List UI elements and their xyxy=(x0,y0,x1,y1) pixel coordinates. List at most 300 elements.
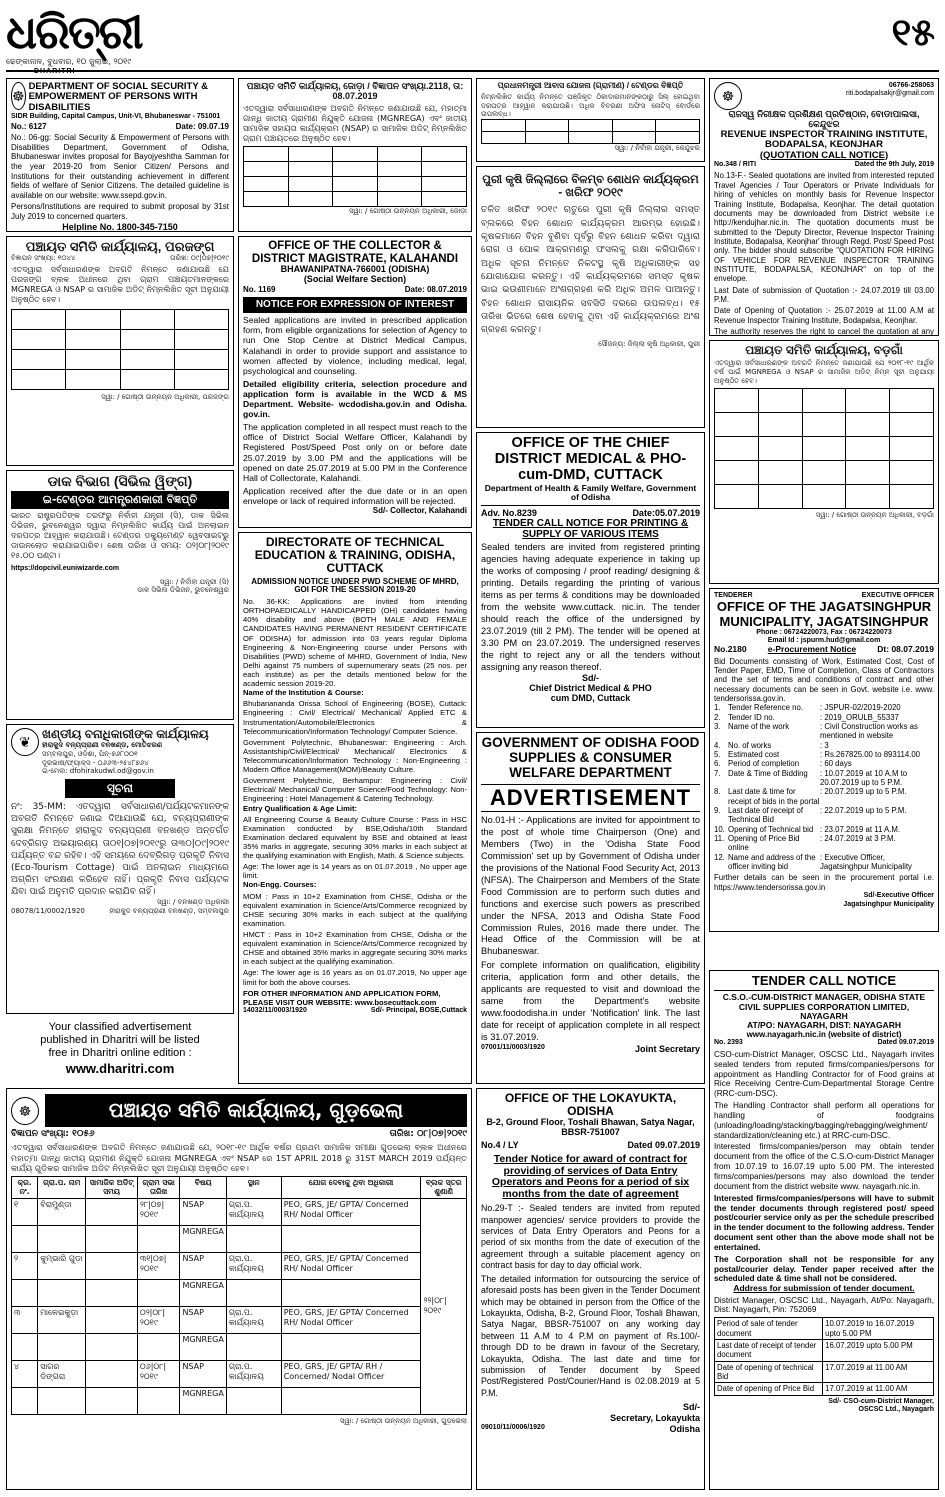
ref-date: Date:05.07.2019 xyxy=(632,507,700,518)
schedule-table xyxy=(11,309,229,390)
qualification-1: All Engineering Course & Beauty Culture Course : Pass in HSC Examination conducted by BSE,Odisha/10th Standard Examination declared equivalent by BSE and obtained at least 35% marks in aggregate, securing 30% marks in each subject at the qualifying examination with English, Math. & Science subjects. xyxy=(243,814,467,861)
table-cell: ୪ xyxy=(12,1360,38,1387)
table-cell: 16.07.2019 upto 5.00 PM xyxy=(823,1339,934,1361)
ad-code: 09010/11/0006/1920 xyxy=(481,1423,545,1431)
tender-detail-cell: 4. xyxy=(714,740,721,750)
table-row xyxy=(715,1361,934,1383)
ad-body: Bid Documents consisting of Work, Estimated Cost, Cost of Tender Paper, EMD, Time of Completion, Class of Contractors and the set of terms and conditions of contract and other necessary documents can be seen in Govt. website i.e. www. tendersorissa.gov.in. xyxy=(714,656,934,703)
ad-body: No.29-T :- Sealed tenders are invited from reputed manpower agencies/ service providers to provide the services of Data Entry Operators and Peons for a period of six months from the date of execution of the agreement through a suitable placement agency on contract basis for day to day official work. xyxy=(481,1203,700,1271)
ad-body: ନଂ: 35-MM: ଏତଦ୍ୱାରା ସର୍ବସାଧାରଣ/ପର୍ଯ୍ୟଟକମାନଙ୍କ ଅବଗତି ନିମନ୍ତେ ଜଣାଇ ଦିଆଯାଉଛି ଯେ, ବନ୍ୟପ୍ରାଣୀଙ୍କ ସୁରକ୍ଷା ନିମନ୍ତେ ହୀରାକୁଦ ବନ୍ୟପ୍ରାଣୀ ବନଖଣ୍ଡ ଅନ୍ତର୍ଗତ ଦେବ୍ରିଗଡ଼ ଅଭୟାରଣ୍ୟ ତା୦୧|୦୭|୨୦୧୯ରୁ ତା୩୦|୦୯|୨୦୧୯ ପର୍ଯ୍ୟନ୍ତ ବନ୍ଦ ରହିବ। ଏହି ସମୟରେ ଦେବ୍ରିଗଡ଼ ପ୍ରକୃତି ନିବାସ (Eco-Tourism Cottage) ପାଇଁ ଅନଲାଇନ ମାଧ୍ୟମରେ ଅଗ୍ରିମ ସଂରକ୍ଷଣ କରିହେବ ନାହିଁ। ପ୍ରକୃତି ନିବାସ ପର୍ଯ୍ୟଟକ ଯିବା ପାଇଁ ଅନୁମତି ପ୍ରଦାନ କରାଯିବ ନାହିଁ। xyxy=(11,802,229,898)
ad-title: ଖଣ୍ଡୀୟ ବନାଧିକାରୀଙ୍କ କାର୍ଯ୍ୟାଳୟ xyxy=(42,727,209,741)
ref-date: ତାରିଖ: ୦୮|୦୭|୨୦୧୯ xyxy=(389,1129,467,1139)
subtitle: Department of Health & Family Welfare, Government of Odisha xyxy=(484,482,697,503)
institution-1: Bhubanananda Orissa School of Engineering (BOSE), Cuttack: Engineering : Civil/ Electrical/ Mechanical/ Applied ETC & Instrumentation/Automobile/Electronics & Telecommunication/Information Technology/ Computer Science. xyxy=(243,699,467,736)
tender-detail-cell: Tender ID no. xyxy=(728,712,775,722)
table-cell xyxy=(38,1387,86,1414)
ad-cdmo-cuttack xyxy=(476,432,705,728)
notice-heading: Tender Notice for award of contract for providing of services of Data Entry Operators and Peons for a period of six months from the date of agreement xyxy=(491,1152,690,1200)
ad-title: DEPARTMENT OF SOCIAL SECURITY & EMPOWERMENT OF PERSONS WITH DISABILITIES xyxy=(28,81,209,113)
ref-no: Adv. No.8239 xyxy=(481,507,537,518)
institutions-heading: Name of the Institution & Course: xyxy=(243,688,364,698)
table-cell: PEO, GRS, JE/ GPTA/ Concerned RH/ Nodal Officer xyxy=(281,1198,421,1225)
ad-lokayukta-odisha xyxy=(476,1088,705,1490)
ad-title: OFFICE OF THE LOKAYUKTA, ODISHA xyxy=(504,1091,677,1119)
address: BHAWANIPATNA-766001 (ODISHA) xyxy=(280,264,430,275)
tender-detail-row xyxy=(714,713,934,722)
table-cell: Date of opening of Price Bid xyxy=(715,1383,823,1395)
table-cell: 17.07.2019 at 11.00 AM xyxy=(823,1361,934,1383)
ad-body-2: The detailed information for outsourcing the service of aforesaid posts has been given in the Tender Document which may be obtained in person from the Office of the Lokayukta, Odisha, B-2, Ground Floor, Toshali Bhawan, Satya Nagar, BBSR-751007 on any working day between 11 A.M to 4 P.M on payment of Rs.100/- through DD to be drawn in favour of the Secretary, Lokayukta, Odisha. The last date and time for submission of Tender document by Speed Post/Registered Post/Courier/Hand is 02.08.2019 at 5 P.M. xyxy=(481,1273,700,1398)
table-row xyxy=(12,1306,467,1333)
table-row xyxy=(12,1225,467,1252)
signature: Sd/- Collector, Kalahandi xyxy=(372,506,467,516)
address-heading: Address for submission of tender document. xyxy=(733,1283,915,1294)
table-cell: MGNREGA xyxy=(180,1333,226,1360)
ad-body-3: The application completed in all respect must reach to the office of District Social Welfare Officer, Kalahandi by Registered Post/Speed Post only on or before date 25.07.2019 by 3.00 PM and the applications will be opened on date 25.07.2019 at 5.00 PM in the Conference Hall of Collectorate, Kalahandi. xyxy=(243,421,467,484)
table-cell: ଗ୍ରା.ପ. କାର୍ଯ୍ୟାଳୟ xyxy=(226,1252,281,1279)
ref-no: No.: 6127 xyxy=(11,121,47,131)
ref-date: Date: 08.07.2019 xyxy=(404,285,467,295)
table-cell: PEO, GRS, JE/ GPTA/ RH / Concerned/ Nodal Officer xyxy=(281,1360,421,1387)
table-header-cell: ଗ୍ରାମ ସଭା ତାରିଖ xyxy=(137,1177,180,1199)
ref-date: Dt: 08.07.2019 xyxy=(877,644,934,655)
footer-note: Further details can be seen in the procurement portal i.e. https://www.tendersorissa.gov.in xyxy=(714,873,934,892)
tender-website-link[interactable]: https://dopcivil.euniwizarde.com xyxy=(11,565,120,573)
table-cell: ୧ xyxy=(12,1198,38,1225)
ad-code: 07001/11/0003/1920 xyxy=(481,1044,545,1052)
table-row xyxy=(12,1279,467,1306)
table-cell xyxy=(281,1333,421,1360)
tender-detail-cell: 3. xyxy=(714,721,721,731)
signature: ସ୍ୱା: / ଗୋଷ୍ଠୀ ଉନ୍ନୟନ ଅଧିକାରୀ, ଗୁଡ଼ଭେଲା xyxy=(339,1416,467,1425)
table-cell: ୩ xyxy=(12,1306,38,1333)
table-cell: 17.07.2019 at 11.00 AM xyxy=(823,1383,934,1395)
ad-body: CSO-cum-District Manager, OSCSC Ltd., Nayagarh invites sealed tenders from reputed firms/companies/persons for appointment as Handling Contractor for of Food grains at Rice Receiving Centre-Cum-Departmental Storage Centre (RRC-cum-DSC). xyxy=(714,1049,934,1099)
table-cell xyxy=(12,1279,38,1306)
table-cell xyxy=(226,1387,281,1414)
table-cell: NSAP xyxy=(180,1198,226,1225)
table-cell: ଗ୍ରା.ପ. କାର୍ଯ୍ୟାଳୟ xyxy=(226,1306,281,1333)
table-cell xyxy=(137,1333,180,1360)
table-cell: Date of opening of technical Bid xyxy=(715,1361,823,1383)
notice-heading: TENDER CALL NOTICE FOR PRINTING & SUPPLY OF VARIOUS ITEMS xyxy=(492,518,689,541)
ad-code: 08078/11/0002/1920 xyxy=(11,907,85,916)
ad-panchayat-joda xyxy=(238,78,472,232)
signature: Sd/- xyxy=(582,672,599,683)
table-cell xyxy=(281,1387,421,1414)
table-cell xyxy=(38,1279,86,1306)
table-cell: ୨ xyxy=(12,1252,38,1279)
signature: Sd/- Principal, BOSE,Cuttack xyxy=(370,1006,467,1014)
table-cell: ମାଳେଇକୁଡ଼ା xyxy=(38,1306,86,1333)
email: riti.bodapalsakjr@gmail.com xyxy=(845,90,934,98)
tender-detail-cell: : 2019_ORULB_55337 xyxy=(820,712,899,722)
tender-detail-cell: 11. xyxy=(714,834,725,844)
table-cell: Last date of receipt of tender document xyxy=(715,1339,823,1361)
ad-body: Sealed tenders are invited from registered printing agencies having adequate experience in taking up the works of composing / proof reading/ designing & printing. Details regarding the printing of various items as per terms & conditions may be downloaded from the website www.cuttack. nic.in. The tender should reach the office of the undersigned by 23.07.2019 (till 2 PM). The tender will be opened at 3.30 PM on 23.07.2019. The undersigned reserves the right to reject any or all the tenders without assigning any reason thereof. xyxy=(481,542,700,672)
table-cell xyxy=(12,1387,38,1414)
tender-detail-cell: Opening of Technical bid xyxy=(728,824,814,834)
submission-address: District Manager, OSCSC Ltd., Nayagarh, At/Po: Nayagarh, Dist: Nayagarh, Pin: 752069 xyxy=(714,1295,934,1315)
table-cell xyxy=(281,1279,421,1306)
table-cell: 10.07.2019 to 16.07.2019 upto 5.00 PM xyxy=(823,1318,934,1340)
ad-body-4: Application received after the due date or in an open envelope or lack of required information will be rejected. xyxy=(243,485,467,506)
ref-date: Dated 09.07.2019 xyxy=(877,1039,934,1047)
tender-detail-cell: Name and address of the officer inviting bid xyxy=(728,852,816,872)
tender-detail-row xyxy=(714,853,934,872)
email: ଇ-ମେଲ: dfohirakudwl.od@gov.in xyxy=(42,767,154,776)
tender-detail-cell: : 10.07.2019 at 10 A.M to 20.07.2019 up to 5 P.M. xyxy=(820,768,908,788)
tenderer-label: TENDERER xyxy=(714,592,753,599)
schedule-table xyxy=(714,1317,934,1395)
ad-body: ଭାରତ ରାଷ୍ଟ୍ରପତିଙ୍କ ତରଫରୁ ନିର୍ବାହୀ ଯନ୍ତ୍ରୀ (ସି), ଡାକ ସିଭିଲ ଡିଭିଜନ, ଭୁବନେଶ୍ୱର ଦ୍ୱାରା ନିମ୍ନଲିଖିତ କାର୍ଯ୍ୟ ପାଇଁ ଅନଲାଇନ ଦରପତ୍ର ଆହ୍ୱାନ କରାଯାଉଛି। ଟେଣ୍ଡର ଡକ୍ୟୁମେଣ୍ଟ ୱେବସାଇଟରୁ ଡାଉନଲୋଡ କରାଯାଇପାରିବ। ଶେଷ ତାରିଖ ଓ ସମୟ: ୦୨|୦୮|୨୦୧୯ ୧୫.୦୦ ଘଣ୍ଟା। xyxy=(11,511,229,561)
subtitle: (QUOTATION CALL NOTICE) xyxy=(759,149,889,161)
address: B-2, Ground Floor, Toshali Bhawan, Satya Nagar, BBSR-751007 xyxy=(486,1117,695,1138)
ref-no: No.4 / LY xyxy=(481,1140,519,1151)
dharitri-website-link[interactable]: www.dharitri.com xyxy=(65,1060,175,1076)
table-cell xyxy=(12,1333,38,1360)
email: Email Id : jspurm.hud@gmail.com xyxy=(767,636,881,644)
tender-detail-cell: No. of works xyxy=(728,740,772,750)
tender-detail-cell: 5. xyxy=(714,749,721,759)
ad-body: No.: 06-gg: Social Security & Empowerment of Persons with Disabilities Department, Government of Odisha, Bhubaneswar invites proposal for Bayojyeshtha Samman for the year 2019-20 from Senior Citizen/ Persons and Institutions for their outstanding achievement in different fields of welfare of Senior Citizens. The detailed guideline is available on our website: www.ssepd.gov.in. xyxy=(11,133,229,200)
section: (Social Welfare Section) xyxy=(303,274,407,285)
tender-detail-cell: : Executive Officer, Jagatsinghpur Municipality xyxy=(820,852,912,872)
executive-label: EXECUTIVE OFFICER xyxy=(861,592,934,599)
tender-detail-cell: 8. xyxy=(714,787,721,797)
tender-detail-cell: Date & Time of Bidding xyxy=(728,768,808,778)
ad-title: ପ୍ରଧାନମନ୍ତ୍ରୀ ଆବାସ ଯୋଜନା (ଗ୍ରାମୀଣ) / ଟେଣ୍ଡର ବିଜ୍ଞପ୍ତି xyxy=(497,81,684,90)
table-cell xyxy=(137,1279,180,1306)
table-cell: MGNREGA xyxy=(180,1387,226,1414)
tender-detail-row xyxy=(714,769,934,788)
tender-detail-row xyxy=(714,741,934,750)
tender-detail-cell: Last date of receipt of Technical Bid xyxy=(728,806,803,825)
table-cell: ଗ୍ରା.ପ. କାର୍ଯ୍ୟାଳୟ xyxy=(226,1198,281,1225)
table-row xyxy=(12,1252,467,1279)
ad-body-4: Interested firms/companies/persons will have to submit the tender documents through registered post/ speed post/courier service only as per the schedule prescribed in the tender document to the following address. Tender document sent other than the above mode shall not be entertained. xyxy=(714,1193,934,1252)
table-cell: NSAP xyxy=(180,1252,226,1279)
address: AT/PO: NAYAGARH, DIST: NAYAGARH xyxy=(747,1020,901,1031)
signature-3: Odisha xyxy=(669,1423,700,1434)
table-cell xyxy=(137,1225,180,1252)
qualification-5: HMCT : Pass in 10+2 Examination from CHSE, Odisha or the equivalent examination in Science/Arts/Commerce recognized by CHSE and obtained 35% marks in aggregate securing 30% marks in each subject at the qualifying examination. xyxy=(243,929,467,967)
table-header-row xyxy=(12,1177,467,1199)
last-date: Last Date of submission of Quotation :- 24.07.2019 till 03.00 P.M. xyxy=(714,285,934,304)
reserve-right: The authority reserves the right to cancel the quotation at any xyxy=(714,326,934,336)
ad-body: No.01-H :- Applications are invited for appointment to the post of whole time Chairperson (One) and Members (Two) in the 'Odisha State Food Commission' set up by Government of Odisha under the provisions of the National Food Security Act, 2013 (NFSA). The Chairperson and Members of the State Food Commission are to perform such duties and functions and exercise such powers as prescribed under the NFSA, 2013 and Odisha State Food Commission Rules, 2016 made there under. The Head Office of the Commission will be at Bhubaneswar. xyxy=(481,814,700,957)
table-row xyxy=(12,1333,467,1360)
address: ସମ୍ବଲପୁର, ଓଡ଼ିଶା, ପିନ୍-୭୬୮୦୦୧ xyxy=(42,749,138,758)
table-cell xyxy=(38,1333,86,1360)
ad-title: REVENUE INSPECTOR TRAINING INSTITUTE, BODAPALSA, KEONJHAR xyxy=(720,128,928,151)
newspaper-logo: ଧରିତ୍ରୀ DHARITRI xyxy=(6,5,142,75)
promo-line-1: Your classified advertisement xyxy=(48,1021,192,1033)
advertisement-heading: ADVERTISEMENT xyxy=(481,784,700,812)
odisha-emblem-icon: ☸ xyxy=(714,82,742,110)
ad-body-2: For complete information on qualification, eligibility criteria, application form and other details, the applicants are requested to visit and download the same from the Department's website www.foododisha.in under 'Notification' link. The last date for receipt of application complete in all respect is 31.07.2019. xyxy=(481,960,700,1043)
tender-detail-row xyxy=(714,750,934,759)
ad-body: Sealed applications are invited in prescribed application form, from eligible organizations for selection of Agency to run One Stop Centre at District Medical Campus, Kalahandi in order to provide support and assistance to women affected by violence, including medical, legal, psychological and counseling. xyxy=(243,314,467,377)
table-cell: Period of sale of tender document xyxy=(715,1318,823,1340)
signature: ସ୍ୱା: / ଗୋଷ୍ଠୀ ଉନ୍ନୟନ ଅଧିକାରୀ, ବଡ଼ଗାଁ xyxy=(815,511,934,520)
tender-detail-cell: : 23.07.2019 at 11 A.M. xyxy=(820,824,901,834)
opening-date: Date of Opening of Quotation :- 25.07.2019 at 11.00 A.M at Revenue Inspector Training Institute, Bodapalsa, Keonjhar. xyxy=(714,306,934,325)
ad-jagatsinghpur-municipality xyxy=(709,588,939,932)
ad-body: ଏତଦ୍ୱାରା ସର୍ବସାଧାରଣଙ୍କ ଅବଗତି ନିମନ୍ତେ ଜଣାଯାଉଛି ଯେ, ୨୦୧୮-୧୯ ଆର୍ଥିକ ବର୍ଷର ପ୍ରଥମ ସାମାଜିକ ସମୀକ୍ଷା ଗୁଡ଼ଭେଲା ବ୍ଲକ ଅଧୀନରେ ମହାତ୍ମା ଗାନ୍ଧି ଜାତୀୟ ଗ୍ରାମୀଣ ନିଯୁକ୍ତି ଯୋଜନା MGNREGA ଏବଂ NSAP ରେ 1ST APRIL 2018 ରୁ 31ST MARCH 2019 ପର୍ଯ୍ୟନ୍ତ କାର୍ଯ୍ୟ ଗୁଡ଼ିକର ସାମାଜିକ ଅଡିଟ ନିମ୍ନଲିଖିତ ସୂଚୀ ଅନୁଯାୟୀ ଅନୁଷ୍ଠିତ ହେବ। xyxy=(11,1142,467,1173)
ad-puri-agriculture xyxy=(476,166,705,428)
tender-detail-cell: : 22.07.2019 up to 5 P.M. xyxy=(820,806,907,816)
ad-body: No. 36-KK: Applications are invited from intending ORTHOPAEDICALLY HANDICAPPED (OH) candidates having 40% disability and above (BOTH MALE AND FEMALE CANDIDATES HAVING PERMANENT RESIDENT CERTIFICATE OF ODISHA) for admission into 03 years regular Diploma Engineering & Non-Engineering course under Persons with Disabilities (PWD) scheme of MHRD, Government of India, New Delhi against 75 numbers of supernumerary seats (25 nos. per each institute) as per the details mentioned below for the academic session 2019-20. xyxy=(243,597,467,689)
tender-detail-cell: Last date & time for receipt of bids in the portal xyxy=(728,787,820,806)
notice-bar: NOTICE FOR EXPRESSION OF INTEREST xyxy=(243,297,467,313)
ad-body: No.13-F.- Sealed quotations are invited from interested reputed Travel Agencies / Tour Operators or Private Individuals for hiring of vehicles on monthly basis for Revenue Inspector Training Institute, Bodapalsa, Keonjhar. The detail quotation documents may be downloaded from District website i.e http://kendujhar.nic.in. The quotation documents must be submitted to the 'Deputy Director, Revenue Inspector Training Institute, Bodapalsa, Keonjhar' through Regd. Post/ Speed Post only. The bidder should subscribe "QUOTATION FOR HIRING OF VEHICLE FOR REVENUE INSPECTOR TRAINING INSTITUTE, BODAPALSA, KEONJHAR" on top of the envelope. xyxy=(714,171,934,284)
ad-title: OFFICE OF THE CHIEF DISTRICT MEDICAL & PHO-cum-DMD, CUTTACK xyxy=(494,435,687,483)
tender-detail-cell: 10. xyxy=(714,824,725,834)
tender-detail-cell: 6. xyxy=(714,759,721,769)
odisha-emblem-icon: ☸ xyxy=(11,82,26,110)
tender-detail-row xyxy=(714,787,934,806)
dateline: ଢେଙ୍କାନାଳ, ବୁଧବାର, ୧୦ ଜୁଲାଇ, ୨୦୧୯ xyxy=(6,57,132,66)
subtitle: ADMISSION NOTICE UNDER PWD SCHEME OF MHRD, GOI FOR THE SESSION 2019-20 xyxy=(251,576,459,595)
subtitle: ହୀରାକୁଦ ବନ୍ୟପ୍ରାଣୀ ବନଖଣ୍ଡ, ମୋତିଝରଣ xyxy=(42,741,163,750)
table-header-cell: ଯୋଗ ଦେବାକୁ ଥିବା ଅଧିକାରୀ xyxy=(281,1177,421,1199)
tender-detail-cell: : 60 days xyxy=(820,759,852,769)
table-cell xyxy=(226,1279,281,1306)
ad-ssepd xyxy=(6,78,234,232)
table-header-cell: ବିଷୟ xyxy=(180,1177,226,1199)
ad-title: ପୁରୀ କୃଷି ଜିଲ୍ଲାରେ ବିଳମ୍ବ ଶୋଧନ କାର୍ଯ୍ୟକ୍ରମ - ଖରିଫ ୨୦୧୯ xyxy=(482,174,699,199)
table-row xyxy=(715,1318,934,1340)
ad-body-2: Detailed eligibility criteria, selection procedure and application form is available in the WCD & MS Department. Website- wcdodisha.gov.in and Odisha. gov.in. xyxy=(243,378,467,420)
table-row xyxy=(715,1383,934,1395)
tender-detail-cell: Tender Reference no. xyxy=(728,703,803,713)
tender-detail-cell: : Civil Construction works as mentioned in website xyxy=(820,721,918,741)
odia-title: ରାଜସ୍ୱ ନିରୀକ୍ଷକ ପ୍ରଶିକ୍ଷଣ ପ୍ରତିଷ୍ଠାନ, ବୋଡାପାଲସା, କେନ୍ଦୁଝର xyxy=(728,109,920,129)
hearing-date: ୨୨|୦୮|୨୦୧୯ xyxy=(421,1198,467,1414)
tender-detail-cell: : 3 xyxy=(820,740,829,750)
phone: Phone : 06724220073, Fax : 06724220073 xyxy=(756,628,892,636)
ad-title: DIRECTORATE OF TECHNICAL EDUCATION & TRAINING, ODISHA, CUTTACK xyxy=(254,535,456,576)
ad-pmay-tender xyxy=(476,78,705,162)
ad-title: OFFICE OF THE COLLECTOR & DISTRICT MAGISTRATE, KALAHANDI xyxy=(251,240,459,265)
tender-detail-cell: Opening of Price Bid online xyxy=(728,834,800,853)
more-info: FOR OTHER INFORMATION AND APPLICATION FORM, PLEASE VISIT OUR WEBSITE: www.bosecuttack.com xyxy=(243,988,441,1007)
tender-detail-cell: : 20.07.2019 up to 5 P.M. xyxy=(820,787,907,797)
tender-detail-cell: 7. xyxy=(714,768,721,778)
tender-detail-cell: 2. xyxy=(714,712,721,722)
masthead xyxy=(6,5,939,75)
table-header-cell: ସାମାଜିକ ଅଡିଟ୍ ସମୟ xyxy=(86,1177,138,1199)
signature: Sd/- xyxy=(683,1402,700,1413)
schedule-table xyxy=(11,1176,467,1415)
ad-dharitri-promo xyxy=(6,1018,234,1084)
ad-title: ଡାକ ବିଭାଗ (ସିଭିଲ ୱିଙ୍ଗ) xyxy=(47,473,193,489)
ref-date: Dated the 9th July, 2019 xyxy=(854,161,934,169)
table-cell xyxy=(12,1225,38,1252)
ad-title: ପଞ୍ଚାୟତ ସମିତି କାର୍ଯ୍ୟାଳୟ, ବଡ଼ଗାଁ xyxy=(745,343,903,357)
qualification-3: Non-Engg. Courses: xyxy=(243,880,317,890)
ad-collector-kalahandi xyxy=(238,236,472,528)
signature: ସୌଜନ୍ୟ: ଜିଲ୍ଲା କୃଷି ଅଧିକାରୀ, ପୁରୀ xyxy=(598,339,700,348)
signature: Joint Secretary xyxy=(634,1044,700,1055)
address: SIDR Building, Capital Campus, Unit-VI, Bhubaneswar - 751001 xyxy=(11,113,221,121)
table-cell: NSAP xyxy=(180,1360,226,1387)
signature-2: OSCSC Ltd., Nayagarh xyxy=(858,1406,934,1414)
table-cell xyxy=(86,1333,138,1360)
ad-title: ପଞ୍ଚାୟତ ସମିତି କାର୍ଯ୍ୟାଳୟ, ଜୋଡ଼ା / ବିଜ୍ଞାପନ ସଂଖ୍ୟା.2118, ତା: 08.07.2019 xyxy=(246,81,464,101)
signature: ସ୍ୱା: / ନିର୍ବାହୀ ଯନ୍ତ୍ରୀ, କେନ୍ଦୁଝର xyxy=(614,144,700,153)
ad-title: OFFICE OF THE JAGATSINGHPUR MUNICIPALITY, JAGATSINGHPUR xyxy=(716,599,932,629)
ad-body-3: Interested firms/companies/person may obtain tender document from the office of the C.S.O-cum-District Manager from 10.07.19 to 16.07.19 upto 5.00 PM. The interested firms/companies/persons may also download the tender document from the district website www. nayagarh.nic.in. xyxy=(714,1142,934,1191)
notice-bar: ଇ-ଟେଣ୍ଡର ଆମନ୍ତ୍ରଣକାରୀ ବିଜ୍ଞପ୍ତି xyxy=(11,491,229,509)
signature-2: Chief District Medical & PHO xyxy=(529,682,652,693)
signature: Sd/-Executive Officer xyxy=(863,892,934,900)
ref-no: ବିଜ୍ଞାପନ ସଂଖ୍ୟା: ୧୦୪୪ xyxy=(11,254,76,263)
signature: ସ୍ୱା: / ନିର୍ବାହୀ ଯନ୍ତ୍ରୀ (ସି) xyxy=(159,577,229,586)
ref-no: No. 2393 xyxy=(714,1039,743,1047)
schedule-table xyxy=(243,146,467,207)
table-cell: ୦୬|୦୮|୨୦୧୯ xyxy=(137,1360,180,1387)
table-cell xyxy=(226,1333,281,1360)
tender-detail-cell: Name of the work xyxy=(728,721,790,731)
table-cell: PEO, GRS, JE/ GPTA/ Concerned RH/ Nodal Officer xyxy=(281,1252,421,1279)
ad-code: 14032/11/0003/1920 xyxy=(243,1006,307,1014)
ad-body: ଏତଦ୍ୱାରା ସର୍ବସାଧାରଣଙ୍କ ଅବଗତି ନିମନ୍ତେ ଜଣାଯାଉଛି ଯେ, ମହାତ୍ମା ଗାନ୍ଧି ଜାତୀୟ ଗ୍ରାମୀଣ ନିଯୁକ୍ତି ଯୋଜନା (MGNREGA) ଏବଂ ଜାତୀୟ ସାମାଜିକ ସହାୟତା କାର୍ଯ୍ୟକ୍ରମ (NSAP) ର ସାମାଜିକ ଅଡିଟ୍ ନିମ୍ନଲିଖିତ ଗ୍ରାମ ପଞ୍ଚାୟତରେ ଅନୁଷ୍ଠିତ ହେବ। xyxy=(243,103,467,143)
page-number: ୧୫ xyxy=(891,10,935,54)
promo-line-2: published in Dharitri will be listed xyxy=(40,1034,200,1047)
ad-title: TENDER CALL NOTICE xyxy=(714,974,934,991)
tender-details-list xyxy=(714,703,934,871)
schedule-table xyxy=(714,388,934,509)
ad-panchayat-gudabhela xyxy=(6,1088,472,1490)
signature-2: ଡାକ ସିଭିଲ ଡିଭିଜନ, ଭୁବନେଶ୍ୱର xyxy=(137,586,229,595)
table-header-cell: ଗ୍ରା.ପ. ନାମ xyxy=(38,1177,86,1199)
table-row xyxy=(12,1198,467,1225)
table-cell xyxy=(86,1198,138,1225)
tender-detail-cell: 12. xyxy=(714,852,725,862)
notice-bar: ସୂଚନା xyxy=(65,779,175,798)
tender-detail-cell: : Rs.267825.00 to 893114.00 xyxy=(820,749,920,759)
table-cell xyxy=(86,1252,138,1279)
forest-emblem-icon: ❦ xyxy=(11,728,39,756)
tender-detail-row xyxy=(714,703,934,712)
ad-panchayat-parajang xyxy=(6,236,234,466)
ad-title: ପଞ୍ଚାୟତ ସମିତି କାର୍ଯ୍ୟାଳୟ, ଗୁଡ଼ଭେଲା xyxy=(45,1094,467,1127)
tender-detail-cell: 9. xyxy=(714,806,721,816)
qualification-4: MOM : Pass in 10+2 Examination from CHSE, Odisha or the equivalent examination in Science/Arts/Commerce recognized by CHSE securing 30% marks in each subject at the qualifying examination. xyxy=(243,891,467,928)
table-cell xyxy=(86,1360,138,1387)
odisha-emblem-icon: ☸ xyxy=(11,1097,39,1125)
ad-body: ଏତଦ୍ୱାରା ସର୍ବସାଧାରଣଙ୍କ ଅବଗତି ନିମନ୍ତେ ଜଣାଯାଉଛି ଯେ ପରଜଙ୍ଗ ବ୍ଲକ ଅଧୀନରେ ଥିବା ଗ୍ରାମ ପଞ୍ଚାୟତମାନଙ୍କରେ MGNREGA ଓ NSAP ର ସାମାଜିକ ଅଡିଟ୍ ନିମ୍ନଲିଖିତ ସୂଚୀ ଅନୁଯାୟୀ ଅନୁଷ୍ଠିତ ହେବ। xyxy=(11,265,229,305)
ref-no: ବିଜ୍ଞାପନ ସଂଖ୍ୟା: ୧୦୫୬ xyxy=(11,1129,95,1139)
table-cell xyxy=(226,1225,281,1252)
table-cell: NSAP xyxy=(180,1306,226,1333)
ref-date: Dated 09.07.2019 xyxy=(627,1140,700,1151)
table-cell: ୩୧|୦୭|୨୦୧୯ xyxy=(137,1252,180,1279)
ad-riti-keonjhar xyxy=(709,78,939,336)
qualification-6: Age: The lower age is 16 years as on 01.07.2019, No upper age limit for both the above courses. xyxy=(243,968,467,987)
table-header-cell: ସ୍ଥାନ xyxy=(226,1177,281,1199)
ad-postal-civil-wing xyxy=(6,470,234,720)
signature-3: cum DMD, Cuttack xyxy=(550,692,631,703)
signature-2: ହୀରାକୁଦ ବନ୍ୟପ୍ରାଣୀ ବନଖଣ୍ଡ, ସମ୍ବଲପୁର xyxy=(109,907,229,916)
table-header-cell: ବ୍ଲକ ସ୍ତର ଶୁଣାଣି xyxy=(421,1177,467,1199)
tender-detail-cell: : 24.07.2019 at 3 P.M. xyxy=(820,834,896,844)
table-row xyxy=(12,1360,467,1387)
table-cell: PEO, GRS, JE/ GPTA/ Concerned RH/ Nodal Officer xyxy=(281,1306,421,1333)
ad-body: ଏତଦ୍ୱାରା ସର୍ବସାଧାରଣଙ୍କ ଅବଗତି ନିମନ୍ତେ ଜଣାଯାଉଛି ଯେ ୨୦୧୮-୧୯ ଆର୍ଥିକ ବର୍ଷ ପାଇଁ MGNREGA ଓ NSAP ର ସାମାଜିକ ଅଡିଟ୍ ନିମ୍ନ ସୂଚୀ ଅନୁଯାୟୀ ଅନୁଷ୍ଠିତ ହେବ। xyxy=(714,359,934,385)
helpline: Helpline No. 1800-345-7150 xyxy=(62,221,178,232)
table-cell xyxy=(86,1306,138,1333)
tender-detail-row xyxy=(714,834,934,853)
table-cell xyxy=(281,1225,421,1252)
ref-date: ତାରିଖ: ୦୯|୦୭|୨୦୧୯ xyxy=(170,254,229,263)
ref-date: Date: 09.07.19 xyxy=(175,121,229,131)
table-cell: ବିରାମୁଣ୍ଡା xyxy=(38,1198,86,1225)
signature: ସ୍ୱା: / ଗୋଷ୍ଠୀ ଉନ୍ନୟନ ଅଧିକାରୀ, ପରଜଙ୍ଗ xyxy=(101,393,229,402)
tender-detail-cell: Estimated cost xyxy=(728,749,780,759)
tender-detail-row xyxy=(714,759,934,768)
table-header-cell: କ୍ର. ନଂ. xyxy=(12,1177,38,1199)
table-cell xyxy=(137,1387,180,1414)
signature-2: Jagatsinghpur Municipality xyxy=(843,900,934,908)
district-website-link[interactable]: www.nayagarh.nic.in (website of district) xyxy=(746,1029,902,1039)
table-cell: ୨୮|୦୭|୨୦୧୯ xyxy=(137,1198,180,1225)
table-row xyxy=(12,1387,467,1414)
ad-oscsc-nayagarh xyxy=(709,970,939,1490)
ad-food-supplies xyxy=(476,732,705,1084)
notice-heading: e-Procurement Notice xyxy=(767,644,857,655)
ad-body-2: Persons/Institutions are required to submit proposal by 31st July 2019 to concerned quarters. xyxy=(11,202,229,222)
institution-2: Government Polytechnic, Bhubaneswar: Engineering : Arch. Assistantship/Civil/Electrical/ Mechanical/ Electronics & Telecommunication/Information Technology : Non-Engineering : Modern Office Management(MOM)/Beauty Culture. xyxy=(243,737,467,775)
subtitle: C.S.O.-CUM-DISTRICT MANAGER, ODISHA STATE CIVIL SUPPLIES CORPORATION LIMITED, NAYAGARH xyxy=(722,992,926,1021)
table-row xyxy=(715,1339,934,1361)
ref-no: No. 1169 xyxy=(243,285,276,295)
tender-detail-cell: : JSPUR-02/2019-2020 xyxy=(820,703,901,713)
qualification-2: Age: The lower age is 14 years as on 01.07.2019 , No upper age limit. xyxy=(243,862,467,881)
ad-dtet-admission xyxy=(238,532,472,1084)
table-cell: ଗ୍ରା.ପ. କାର୍ଯ୍ୟାଳୟ xyxy=(226,1360,281,1387)
tender-detail-cell: 1. xyxy=(714,703,721,713)
table-cell xyxy=(86,1387,138,1414)
ad-body: ଚଳିତ ଖରିଫ ୨୦୧୯ ଋତୁରେ ପୁରୀ କୃଷି ଜିଲ୍ଲାର ସମସ୍ତ ବ୍ଲକରେ ବିହନ ଶୋଧନ କାର୍ଯ୍ୟକ୍ରମ ଆରମ୍ଭ ହୋଇଛି। କୃଷକମାନେ ବିହନ ବୁଣିବା ପୂର୍ବରୁ ବିହନ ଶୋଧନ କରିବା ଦ୍ୱାରା ରୋଗ ଓ ପୋକ ଆକ୍ରମଣରୁ ଫସଲକୁ ରକ୍ଷା କରିପାରିବେ। ଅଧିକ ସୂଚନା ନିମନ୍ତେ ନିକଟସ୍ଥ କୃଷି ଅଧିକାରୀଙ୍କ ସହ ଯୋଗାଯୋଗ କରନ୍ତୁ। ଏହି କାର୍ଯ୍ୟକ୍ରମରେ ସମସ୍ତ କୃଷକ ଭାଇ ଭଉଣୀମାନେ ଅଂଶଗ୍ରହଣ କରି ଅଧିକ ଅମଳ ପାଆନ୍ତୁ। ବିହନ ଶୋଧନ ରାସାୟନିକ ସବସିଡି ଦରରେ ଉପଲବ୍ଧ। ୧୫ ତାରିଖ ଭିତରେ ଶେଷ ହେବାକୁ ଥିବା ଏହି କାର୍ଯ୍ୟକ୍ରମରେ ଅଂଶ ଗ୍ରହଣ କରନ୍ତୁ। xyxy=(481,204,700,336)
tender-detail-row xyxy=(714,825,934,834)
table-cell xyxy=(38,1225,86,1252)
tender-detail-row xyxy=(714,806,934,825)
institution-3: Government Polytechnic, Berhampur: Engineering : Civil/ Electrical/ Mechanical/ Computer Science/Food Technology: Non-Engineering : Hotel Management & Catering Technology. xyxy=(243,776,467,804)
promo-line-3: free in Dharitri online edition : xyxy=(48,1047,192,1060)
table-cell: ୦୨|୦୮|୨୦୧୯ xyxy=(137,1306,180,1333)
tender-detail-cell: Period of completion xyxy=(728,759,800,769)
tender-table xyxy=(481,119,700,144)
tender-detail-row xyxy=(714,722,934,741)
ad-forest-division xyxy=(6,724,234,1014)
ad-title: ପଞ୍ଚାୟତ ସମିତି କାର୍ଯ୍ୟାଳୟ, ପରଜଙ୍ଗ xyxy=(25,239,215,254)
ad-body-2: The Handling Contractor shall perform all operations for handling of foodgrains (unloading/loading/stacking/bagging/rebagging/weighment/ standardization/cleaning etc.) at RRC-cum-DSC. xyxy=(714,1101,934,1140)
signature: ସ୍ୱା: / ବନଖଣ୍ଡ ଅଧିକାରୀ xyxy=(156,898,229,907)
signature-2: Secretary, Lokayukta xyxy=(610,1413,700,1424)
table-cell xyxy=(86,1279,138,1306)
qualification-heading: Entry Qualification & Age Limit: xyxy=(243,803,358,813)
ad-body-5: The Corporation shall not be responsible for any postal/courier delay. Tender paper received after the scheduled date & time shall not be considered. xyxy=(714,1254,934,1284)
table-cell xyxy=(86,1225,138,1252)
table-cell: କୁମ୍ଭାରି ଗୁଡ଼ା xyxy=(38,1252,86,1279)
ad-panchayat-badagaon xyxy=(709,340,939,584)
phone: 06766-258063 xyxy=(888,82,934,89)
signature: Sd/- CSO-cum-District Manager, xyxy=(828,1397,934,1405)
table-cell: MGNREGA xyxy=(180,1279,226,1306)
